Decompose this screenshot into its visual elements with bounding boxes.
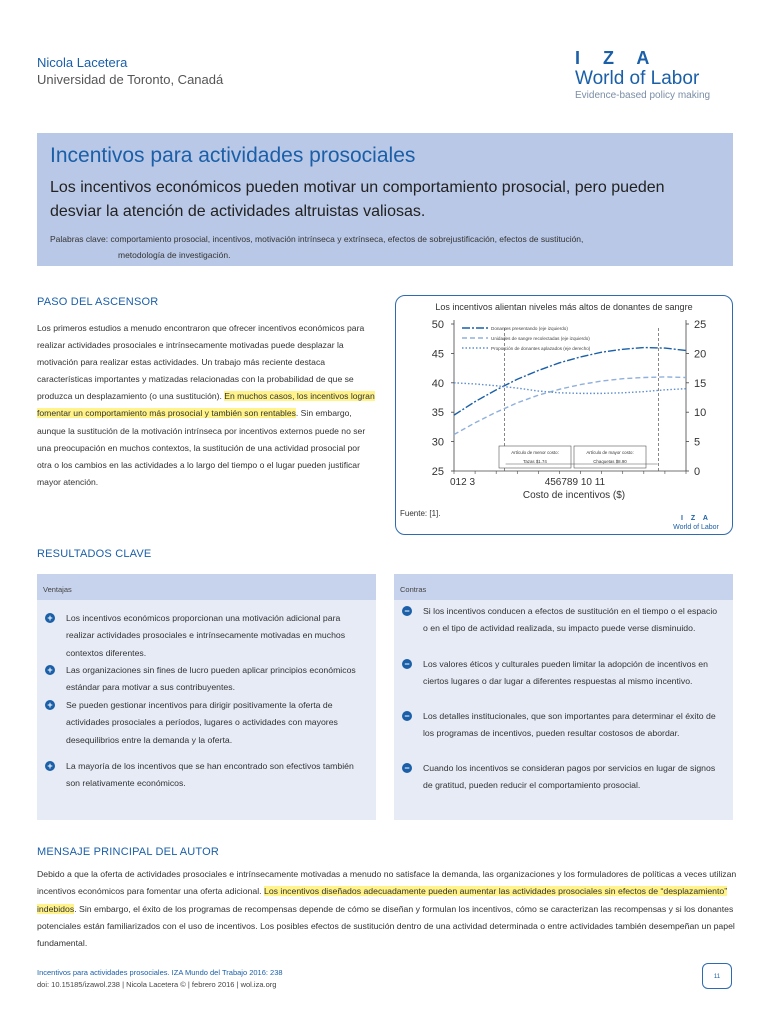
iza-logo-name: World of Labor — [575, 68, 700, 89]
cons-panel — [394, 574, 733, 820]
elevator-text-highlight: En muchos casos, los incentivos logran fomentar un comportamiento más prosocial y también son rentables — [37, 391, 375, 419]
iza-logo-letters: I Z A — [575, 48, 659, 68]
author-block — [37, 54, 223, 88]
elevator-heading: PASO DEL ASCENSOR — [37, 296, 159, 308]
x-axis-label: Costo de incentivos ($) — [522, 490, 626, 501]
minus-circle-icon: − — [402, 711, 412, 721]
y-left-tick-label: 30 — [431, 436, 444, 449]
legend-label: Proporción de donantes aplazados (eje derecho) — [491, 346, 591, 351]
pro-item — [45, 662, 365, 697]
cons-label: Contras — [394, 574, 733, 600]
y-left-tick-label: 50 — [431, 319, 444, 331]
pro-item-text: Las organizaciones sin fines de lucro pueden aplicar principios económicos estándar para motivar a sus contribuyentes. — [66, 665, 356, 693]
chart-logo-letters: I Z A — [681, 515, 711, 522]
con-item — [402, 603, 722, 638]
series-line — [454, 383, 686, 394]
author-message-before: Debido a que la oferta de actividades prosociales e intrínsecamente motivadas a menudo no satisface la demanda, las organizaciones y los formuladores de políticas a veces utilizan incentivos económicos para fomentar una oferta adicional. — [37, 869, 737, 897]
pros-label: Ventajas — [37, 574, 376, 600]
minus-circle-icon: − — [402, 659, 412, 669]
footer — [37, 967, 283, 991]
minus-circle-icon: − — [402, 763, 412, 773]
author-message-heading: MENSAJE PRINCIPAL DEL AUTOR — [37, 846, 220, 858]
y-left-tick-label: 40 — [431, 377, 444, 390]
con-item-text: Los valores éticos y culturales pueden limitar la adopción de incentivos en ciertos lugares o dar lugar a diferentes respuestas al mismo incentivo. — [423, 659, 708, 687]
chart-card — [395, 295, 733, 535]
con-item — [402, 760, 722, 795]
page-number: 11 — [702, 963, 732, 989]
pro-item — [45, 610, 365, 662]
title-box — [37, 133, 733, 266]
chart-source: Fuente: [1]. — [400, 509, 441, 518]
minus-circle-icon: − — [402, 606, 412, 616]
annotation-label: Artículo de menor costo: — [511, 450, 559, 455]
plus-circle-icon: + — [45, 665, 55, 675]
y-right-tick-label: 10 — [694, 407, 707, 420]
annotation-label: Artículo de mayor costo: — [586, 450, 634, 455]
author-name: Nicola Lacetera — [37, 55, 128, 70]
con-item-text: Los detalles institucionales, que son importantes para determinar el éxito de los programas de incentivos, pueden resultar costosos de abordar. — [423, 711, 716, 739]
legend-label: Donantes presentando (eje izquierdo) — [491, 326, 568, 331]
pro-item — [45, 758, 365, 793]
page-title: Incentivos para actividades prosociales — [50, 144, 416, 167]
chart-title: Los incentivos alientan niveles más altos de donantes de sangre — [435, 302, 693, 312]
pros-panel — [37, 574, 376, 820]
pro-item — [45, 697, 365, 749]
y-right-tick-label: 25 — [694, 319, 707, 331]
y-right-tick-label: 5 — [694, 436, 701, 449]
y-left-tick-label: 45 — [431, 348, 444, 361]
annotation-label: Chaquetas $8.90 — [593, 459, 627, 464]
annotation-label: Tazas $1.74 — [523, 459, 547, 464]
page-subtitle: Los incentivos económicos pueden motivar un comportamiento prosocial, pero pueden desviar la atención de actividades altruistas valiosas. — [50, 179, 665, 220]
keywords-line1: Palabras clave: comportamiento prosocial, incentivos, motivación intrínseca y extrínseca, efectos de sobrejustificación, efectos de sustitución, — [50, 234, 584, 244]
y-right-tick-label: 20 — [694, 348, 707, 361]
keywords — [50, 231, 710, 263]
con-item — [402, 708, 722, 743]
plus-circle-icon: + — [45, 613, 55, 623]
key-findings-heading: RESULTADOS CLAVE — [37, 548, 152, 560]
elevator-text — [37, 320, 377, 491]
footer-citation: Incentivos para actividades prosociales. IZA Mundo del Trabajo 2016: 238 — [37, 968, 283, 977]
elevator-text-after: . Sin embargo, aunque la sustitución de la motivación intrínseca por incentivos externos puede no ser una preocupación en muchos contextos, la sustitución de una actividad prosocial por otra o los cambios en las actividades a lo largo del tiempo o el lugar pueden justificar mayor atención. — [37, 408, 366, 487]
pro-item-text: Los incentivos económicos proporcionan una motivación adicional para realizar actividades prosociales e intrínsecamente motivadas en muchos contextos diferentes. — [66, 613, 346, 658]
con-item-text: Cuando los incentivos se consideran pagos por servicios en lugar de signos de gratitud, pueden reducir el comportamiento prosocial. — [423, 763, 716, 791]
pro-item-text: La mayoría de los incentivos que se han encontrado son efectivos también son relativamente económicos. — [66, 761, 354, 789]
blood-donor-chart — [396, 296, 732, 534]
iza-logo — [575, 48, 745, 102]
plus-circle-icon: + — [45, 700, 55, 710]
chart-iza-logo — [666, 515, 726, 532]
y-right-tick-label: 15 — [694, 377, 707, 390]
y-right-tick-label: 0 — [694, 466, 701, 478]
elevator-text-before: Los primeros estudios a menudo encontraron que ofrecer incentivos económicos para realizar actividades prosociales e intrínsecamente motivadas puede desplazar la motivación para realizar estas actividades. Un trabajo más reciente destaca características importantes y matizadas relacionadas con la probabilidad de que se produzca un desplazamiento (o una sustitución). — [37, 323, 365, 402]
author-message-text — [37, 866, 737, 952]
x-tick-labels-right: 456789 10 11 — [544, 477, 606, 488]
author-message-after: . Sin embargo, el éxito de los programas de recompensas depende de cómo se diseñan y formulan los incentivos, cómo se caracterizan las recompensas y si los donantes potenciales están familiarizados con el uso de incentivos. Los posibles efectos de sustitución dentro de una actividad determinada o entre actividades también desempeñan un papel fundamental. — [37, 903, 735, 949]
y-left-tick-label: 35 — [431, 407, 444, 420]
keywords-line2: metodología de investigación. — [118, 250, 231, 260]
con-item-text: Si los incentivos conducen a efectos de sustitución en el tiempo o el espacio o en el tipo de actividad realizada, su impacto puede verse disminuido. — [423, 606, 718, 634]
iza-logo-tagline: Evidence-based policy making — [575, 90, 711, 101]
chart-logo-name: World of Labor — [673, 524, 719, 531]
con-item — [402, 656, 722, 691]
series-line — [454, 377, 686, 435]
legend-label: Unidades de sangre recolectadas (eje izquierdo) — [491, 336, 590, 341]
x-tick-labels-left: 012 3 — [450, 477, 476, 488]
series-line — [454, 348, 686, 416]
author-affiliation: Universidad de Toronto, Canadá — [37, 72, 224, 87]
footer-doi: doi: 10.15185/izawol.238 | Nicola Lacetera © | febrero 2016 | wol.iza.org — [37, 980, 277, 989]
author-message-highlight: Los incentivos diseñados adecuadamente pueden aumentar las actividades prosociales sin efectos de “desplazamiento” indebidos — [37, 886, 728, 914]
y-left-tick-label: 25 — [431, 466, 444, 478]
plus-circle-icon: + — [45, 761, 55, 771]
pro-item-text: Se pueden gestionar incentivos para dirigir positivamente la oferta de actividades prosociales a períodos, lugares o actividades con mayores desequilibrios entre la demanda y la oferta. — [66, 700, 338, 745]
